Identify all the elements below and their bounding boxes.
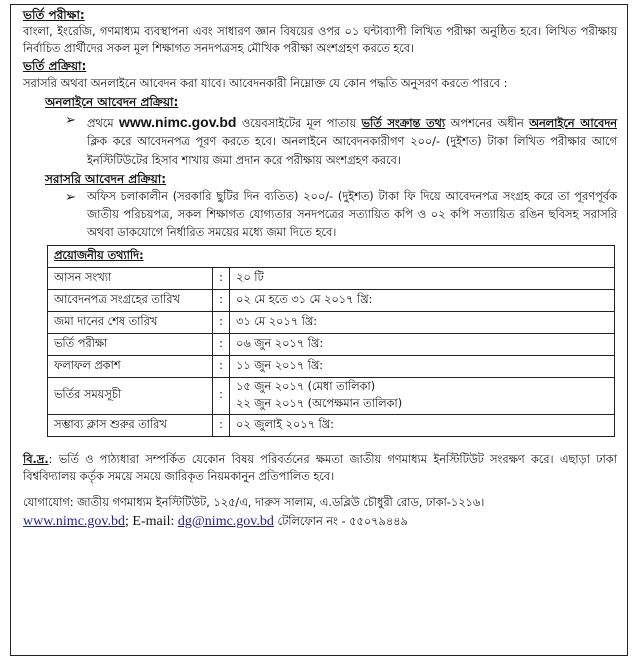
- note: [23, 451, 617, 486]
- online-process-text: প্রথমে www.nimc.gov.bd ওয়েবসাইটের মূল পাতায় ভর্তি সংক্রান্ত তথ্য অপশনের অধীন অনলাইনে আবেদন ক্লিক করে আবেদনপত্র পূরণ করতে হবে। অনলাইনে আবেদনকারীগণ ২০০/- (দুইশত) টাকা লিখিত পরীক্ষার আগে ইনস্টিটিউটের হিসাব শাখায় জমা প্রদান করে পরীক্ষায় অংশগ্রহণ করবে।: [87, 113, 617, 167]
- table-row: [48, 311, 615, 333]
- contact-email-link[interactable]: dg@nimc.gov.bd: [177, 514, 274, 530]
- table-row: [48, 355, 615, 377]
- row-value: ১১ জুন ২০১৭ খ্রি:: [230, 355, 615, 377]
- row-separator: :: [213, 377, 230, 414]
- row-value: [230, 377, 615, 414]
- row-label: আসন সংখ্যা: [48, 267, 213, 289]
- admission-process-heading: ভর্তি প্রক্রিয়া:: [23, 59, 87, 74]
- row-value: ২০ টি: [230, 267, 615, 289]
- table-row: [48, 377, 615, 414]
- note-label: বি.দ্র.: [23, 452, 49, 466]
- email-label: ; E-mail:: [125, 514, 178, 530]
- schedule-merit-list: ১৫ জুন ২০১৭ (মেধা তালিকা): [236, 379, 376, 393]
- row-separator: :: [213, 311, 230, 333]
- admission-exam-heading: ভর্তি পরীক্ষা:: [23, 8, 85, 22]
- row-value: ০২ মে হতে ৩১ মে ২০১৭ খ্রি:: [230, 289, 615, 311]
- row-label: ভর্তির সময়সূচী: [48, 377, 213, 414]
- direct-process-item: [65, 188, 617, 243]
- row-value: ০৬ জুন ২০১৭ খ্রি:: [230, 333, 615, 355]
- admission-process-text: সরাসরি অথবা অনলাইনে আবেদন করা যাবে। আবেদনকারী নিম্নোক্ত যে কোন পদ্ধতি অনুসরণ করতে পারবে :: [23, 76, 508, 90]
- row-label: সম্ভাব্য ক্লাস শুরুর তারিখ: [48, 414, 213, 436]
- direct-process-text: অফিস চলাকালীন (সরকারি ছুটির দিন ব্যতিত) ২০০/- (দুইশত) টাকা ফি দিয়ে আবেদনপত্র সংগ্রহ করে তা পূরণপূর্বক জাতীয় পরিচয়পত্র, সকল শিক্ষাগত যোগ্যতার সনদপত্রের সত্যায়িত কপি ও ০২ কপি সত্যায়িত রঙিন ছবিসহ সরাসরি অথবা ডাকযোগে নির্ধারিত সময়ের মধ্যে জমা দিতে হবে।: [87, 189, 617, 240]
- direct-process-heading: সরাসরি আবেদন প্রক্রিয়া:: [45, 171, 167, 186]
- row-separator: :: [213, 414, 230, 436]
- online-process-item: [65, 111, 617, 170]
- table-row: [48, 414, 615, 436]
- online-process-heading: অনলাইনে আবেদন প্রক্রিয়া:: [45, 94, 179, 109]
- note-text: : ভর্তি ও পাঠ্যধারা সম্পর্কিত যেকোন বিষয় পরিবর্তনের ক্ষমতা জাতীয় গণমাধ্যম ইনস্টিটিউট সংরক্ষণ করে। এছাড়া ঢাকা বিশ্ববিদ্যালয় কর্তৃক সময়ে সময়ে জারিকৃত নিয়মকানুন প্রতিপালিত হবে।: [23, 452, 617, 484]
- online-apply-link[interactable]: অনলাইনে আবেদন: [529, 116, 617, 130]
- table-row: [48, 267, 615, 289]
- row-separator: :: [213, 267, 230, 289]
- arrow-bullet-icon: ➢: [65, 112, 76, 128]
- admission-info-link[interactable]: ভর্তি সংক্রান্ত তথ্য: [361, 116, 446, 130]
- table-row: [48, 289, 615, 311]
- contact: [23, 494, 617, 533]
- contact-links: [23, 511, 617, 533]
- row-label: ফলাফল প্রকাশ: [48, 355, 213, 377]
- website-link[interactable]: www.nimc.gov.bd: [119, 113, 237, 130]
- row-label: ভর্তি পরীক্ষা: [48, 333, 213, 355]
- contact-website-link[interactable]: www.nimc.gov.bd: [23, 514, 126, 530]
- admission-exam-text: বাংলা, ইংরেজি, গণমাধ্যম ব্যবস্থাপনা এবং সাধারণ জ্ঞান বিষয়ের ওপর ০১ ঘন্টাব্যাপী লিখিত পরীক্ষা অনুষ্ঠিত হবে। লিখিত পরীক্ষায় নির্বাচিত প্রার্থীদের সকল মূল শিক্ষাগত সনদপত্রসহ মৌখিক পরীক্ষা অংশগ্রহণ করতে হবে।: [23, 25, 617, 56]
- row-value: ৩১ মে ২০১৭ খ্রি:: [230, 311, 615, 333]
- admission-notice: [10, 4, 628, 656]
- table-row: [48, 333, 615, 355]
- row-value: ০২ জুলাই ২০১৭ খ্রি:: [230, 414, 615, 436]
- row-label: আবেদনপত্র সংগ্রহের তারিখ: [48, 289, 213, 311]
- info-table-title: প্রয়োজনীয় তথ্যাদি:: [48, 245, 615, 267]
- row-label: জমা দানের শেষ তারিখ: [48, 311, 213, 333]
- info-table-title-row: [48, 245, 615, 267]
- row-separator: :: [213, 289, 230, 311]
- contact-phone: টেলিফোন নং - ৫৫০৭৯৪৪৯: [273, 515, 408, 529]
- arrow-bullet-icon: ➢: [65, 189, 76, 205]
- info-table: [47, 245, 615, 437]
- contact-address: যোগাযোগ: জাতীয় গণমাধ্যম ইনস্টিটিউট, ১২৫/এ, দারুস সালাম, এ.ডব্লিউ চৌধুরী রোড, ঢাকা-১২১৬।: [23, 495, 485, 509]
- row-separator: :: [213, 333, 230, 355]
- schedule-waiting-list: ২২ জুন ২০১৭ (অপেক্ষমান তালিকা): [236, 396, 403, 410]
- row-separator: :: [213, 355, 230, 377]
